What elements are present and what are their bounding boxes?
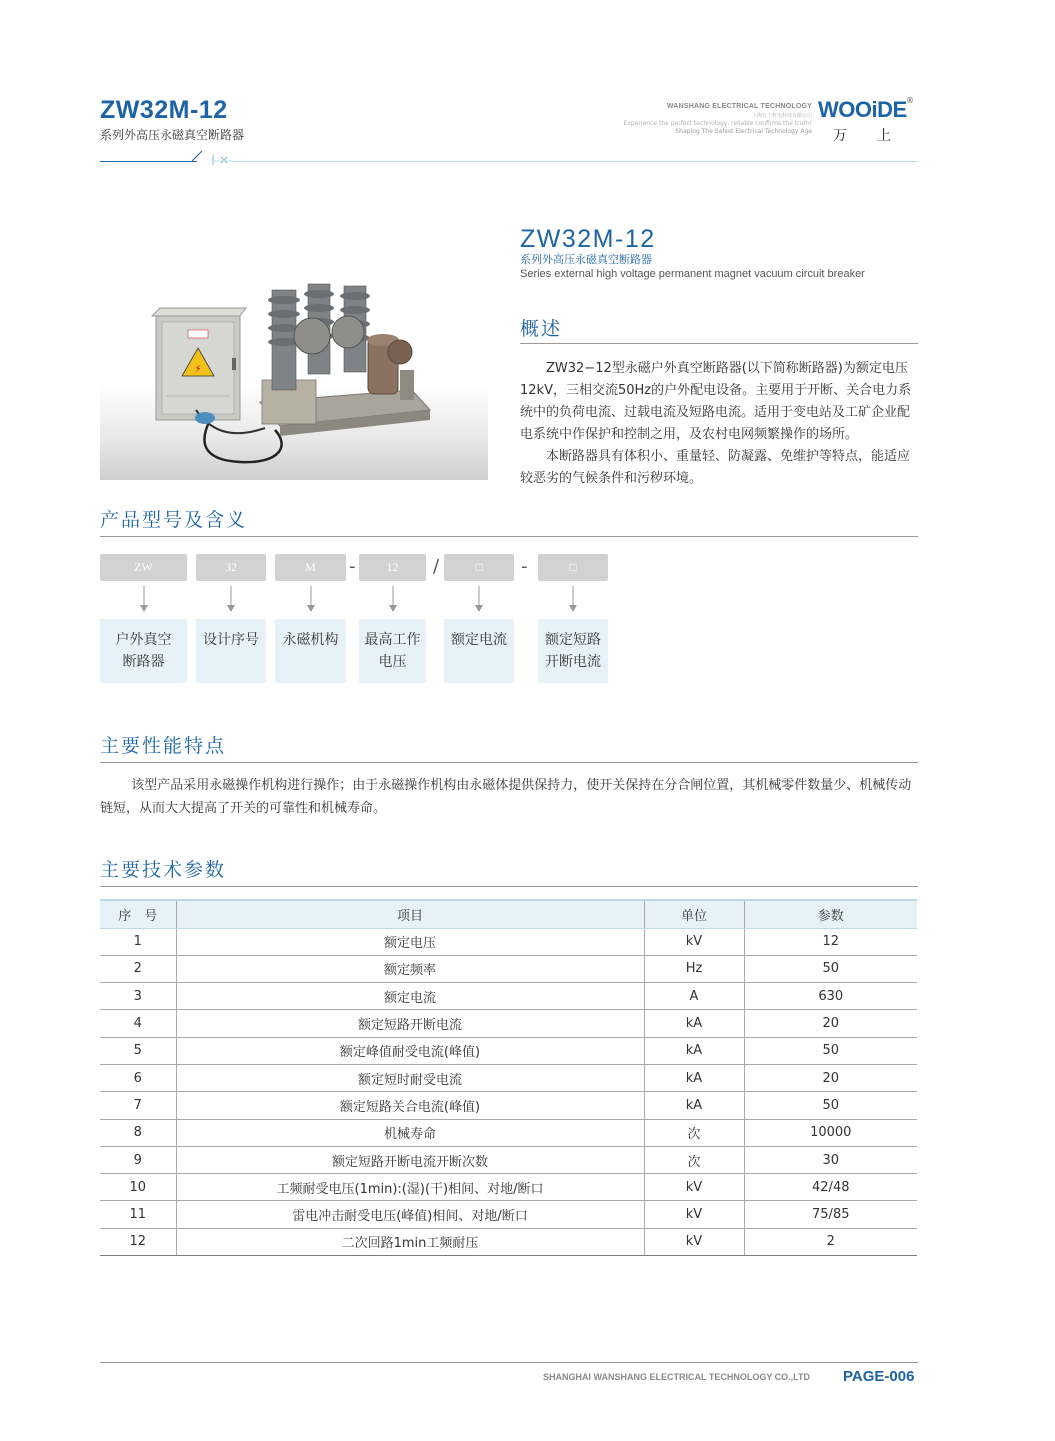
arrow-down-icon [140, 586, 148, 612]
model-meaning-series: 设计序号 [196, 619, 266, 683]
column-header: 序 号 [100, 900, 176, 928]
params-heading: 主要技术参数 [100, 859, 227, 881]
model-separator: - [349, 556, 356, 577]
model-meaning-current: 额定电流 [444, 619, 514, 683]
product-photo [100, 270, 488, 480]
table-row: 12 二次回路1min工频耐压 kV 2 [100, 1228, 917, 1255]
brand-logo: WOOiDE [818, 97, 907, 122]
arrow-down-icon [389, 586, 397, 612]
brand-tagline-secondary: Shaping The Safest Electrical Technology Age [675, 128, 812, 135]
table-row: 6 额定短时耐受电流 kA 20 [100, 1064, 917, 1091]
model-meaning-mechanism: 永磁机构 [275, 619, 346, 683]
features-rule [100, 762, 918, 763]
model-code-zw: ZW [100, 554, 187, 581]
table-row: 1 额定电压 kV 12 [100, 928, 917, 955]
table-row: 7 额定短路关合电流(峰值) kA 50 [100, 1092, 917, 1119]
table-row: 4 额定短路开断电流 kA 20 [100, 1010, 917, 1037]
svg-text:⚡: ⚡ [194, 364, 202, 375]
model-meaning-breaking: 额定短路 开断电流 [538, 619, 608, 683]
arrow-down-icon [307, 586, 315, 612]
model-code-breaking: □ [538, 554, 608, 581]
brand-logo-cn: 万上 [833, 128, 921, 144]
overview-paragraph-2: 本断路器具有体积小、重量轻、防凝露、免维护等特点，能适应较恶劣的气候条件和污秽环境。 [520, 449, 911, 486]
table-row: 2 额定频率 Hz 50 [100, 955, 917, 982]
model-code-voltage: 12 [359, 554, 426, 581]
product-subtitle-cn: 系列外高压永磁真空断路器 [520, 253, 652, 266]
product-title: ZW32M-12 [520, 225, 656, 253]
page-title: ZW32M-12 [100, 96, 228, 124]
model-rule [100, 536, 918, 537]
column-header: 参数 [744, 900, 917, 928]
overview-paragraph-1: ZW32−12型永磁户外真空断路器(以下简称断路器)为额定电压12kV，三相交流50Hz的户外配电设备。主要用于开断、关合电力系统中的负荷电流、过载电流及短路电流。适用于变电站及工矿企业配电系统中作保护和控制之用，及农村电网频繁操作的场所。 [520, 361, 912, 442]
arrow-down-icon [569, 586, 577, 612]
column-header: 单位 [644, 900, 744, 928]
model-meaning-voltage: 最高工作 电压 [359, 619, 426, 683]
arrow-down-icon [227, 586, 235, 612]
product-subtitle-en: Series external high voltage permanent magnet vacuum circuit breaker [520, 268, 865, 280]
page-subtitle: 系列外高压永磁真空断路器 [100, 128, 245, 142]
footer-company: SHANGHAI WANSHANG ELECTRICAL TECHNOLOGY CO.,LTD [543, 1372, 811, 1382]
table-header-row [100, 900, 917, 928]
circuit-breaker-illustration [100, 270, 488, 480]
params-rule [100, 886, 918, 887]
switch-symbol-icon [192, 147, 232, 165]
table-row: 8 机械寿命 次 10000 [100, 1119, 917, 1146]
model-meaning-type: 户外真空 断路器 [100, 619, 187, 683]
model-separator: / [433, 556, 440, 577]
table-row: 10 工频耐受电压(1min):(湿)(干)相间、对地/断口 kV 42/48 [100, 1174, 917, 1201]
model-heading: 产品型号及含义 [100, 509, 248, 531]
column-header: 项目 [176, 900, 644, 928]
overview-text [520, 358, 920, 490]
features-heading: 主要性能特点 [100, 735, 227, 757]
footer-rule [100, 1362, 918, 1363]
header-rule-dark [100, 161, 197, 162]
header-rule-light [232, 161, 918, 162]
arrow-down-icon [475, 586, 483, 612]
page-number: PAGE-006 [843, 1368, 915, 1385]
brand-tagline: Experience the perfect technology, reliable confirms the truth! [623, 120, 812, 127]
model-code-current: □ [444, 554, 514, 581]
model-separator: - [521, 556, 528, 577]
table-row: 5 额定峰值耐受电流(峰值) kA 50 [100, 1037, 917, 1064]
registered-mark: ® [906, 96, 914, 105]
model-code-mechanism: M [275, 554, 346, 581]
overview-rule [520, 343, 918, 344]
brand-company-en: WANSHANG ELECTRICAL TECHNOLOGY [666, 103, 812, 110]
brand-company-cn: 上海万上机电科技有限公司 [751, 113, 812, 119]
params-table [100, 899, 917, 1256]
features-text: 该型产品采用永磁操作机构进行操作；由于永磁操作机构由永磁体提供保持力，使开关保持在分合闸位置，其机械零件数量少、机械传动链短，从而大大提高了开关的可靠性和机械寿命。 [100, 778, 912, 816]
overview-heading: 概述 [520, 318, 563, 340]
model-code-series: 32 [196, 554, 266, 581]
table-row: 3 额定电流 A 630 [100, 983, 917, 1010]
table-row: 11 雷电冲击耐受电压(峰值)相间、对地/断口 kV 75/85 [100, 1201, 917, 1228]
table-row: 9 额定短路开断电流开断次数 次 30 [100, 1146, 917, 1173]
